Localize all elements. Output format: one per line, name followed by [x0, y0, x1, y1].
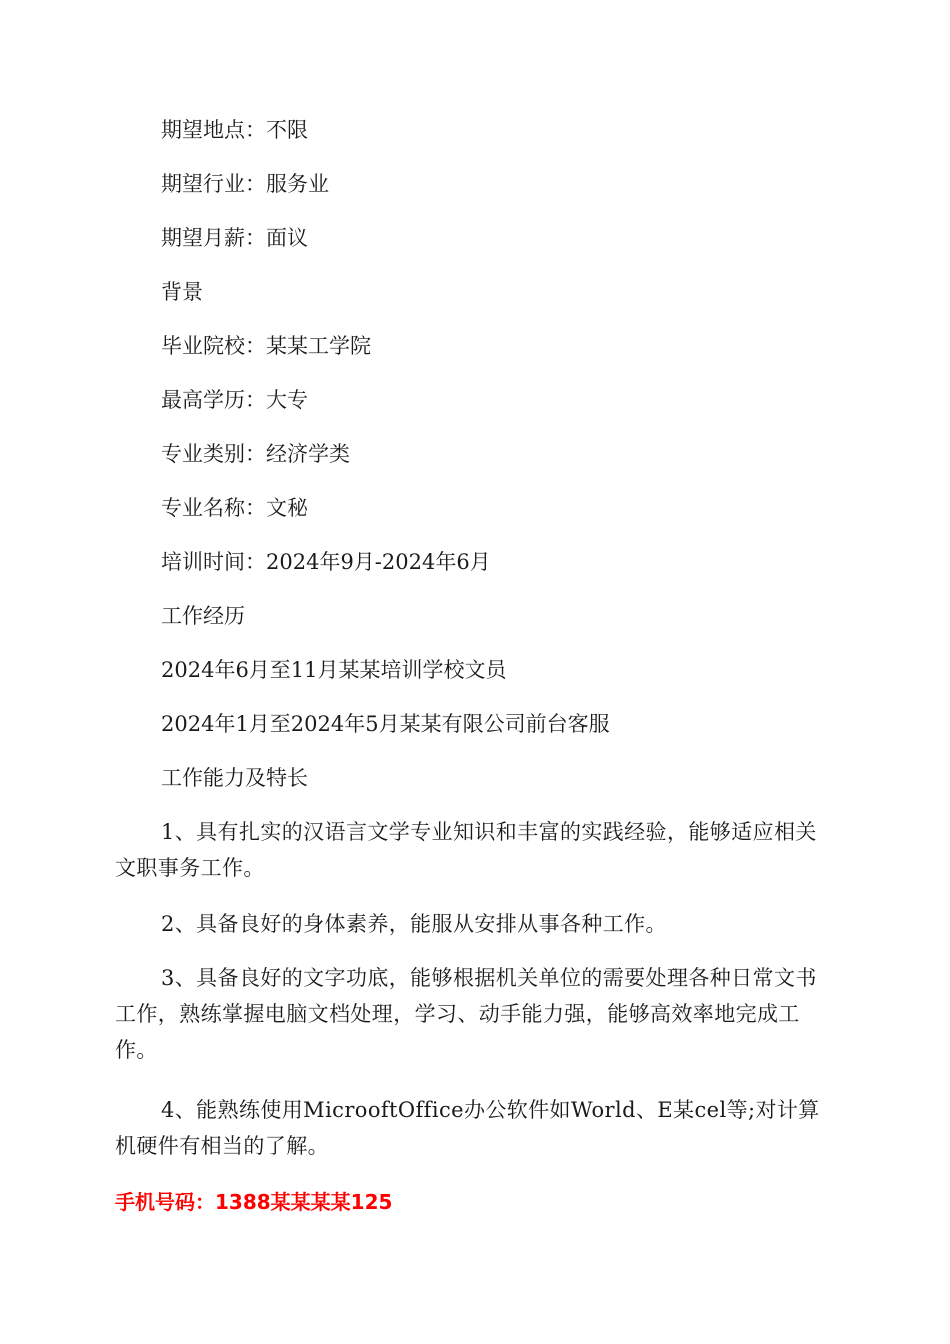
major-name: 专业名称：文秘 — [161, 496, 308, 520]
section-heading-work-experience: 工作经历 — [161, 604, 245, 628]
ability-item: 1、具有扎实的汉语言文学专业知识和丰富的实践经验，能够适应相关文职事务工作。 — [115, 820, 817, 880]
graduated-school: 毕业院校：某某工学院 — [161, 334, 371, 358]
major-category: 专业类别：经济学类 — [161, 442, 350, 466]
ability-item: 3、具备良好的文字功底，能够根据机关单位的需要处理各种日常文书工作，熟练掌握电脑文档处理，学习、动手能力强，能够高效率地完成工作。 — [115, 966, 817, 1062]
highest-education: 最高学历：大专 — [161, 388, 308, 412]
training-period: 培训时间：2024年9月-2024年6月 — [161, 550, 491, 574]
section-heading-background: 背景 — [161, 280, 203, 304]
expected-salary: 期望月薪：面议 — [161, 226, 308, 250]
phone-number: 手机号码：1388某某某某125 — [115, 1190, 393, 1214]
section-heading-abilities: 工作能力及特长 — [161, 766, 308, 790]
ability-item: 2、具备良好的身体素养，能服从安排从事各种工作。 — [161, 912, 667, 936]
work-experience-item: 2024年1月至2024年5月某某有限公司前台客服 — [161, 712, 610, 736]
ability-item: 4、能熟练使用MicrooftOffice办公软件如World、E某cel等;对计算机硬件有相当的了解。 — [115, 1098, 820, 1158]
work-experience-item: 2024年6月至11月某某培训学校文员 — [161, 658, 507, 682]
expected-location: 期望地点：不限 — [161, 118, 308, 142]
expected-industry: 期望行业：服务业 — [161, 172, 329, 196]
